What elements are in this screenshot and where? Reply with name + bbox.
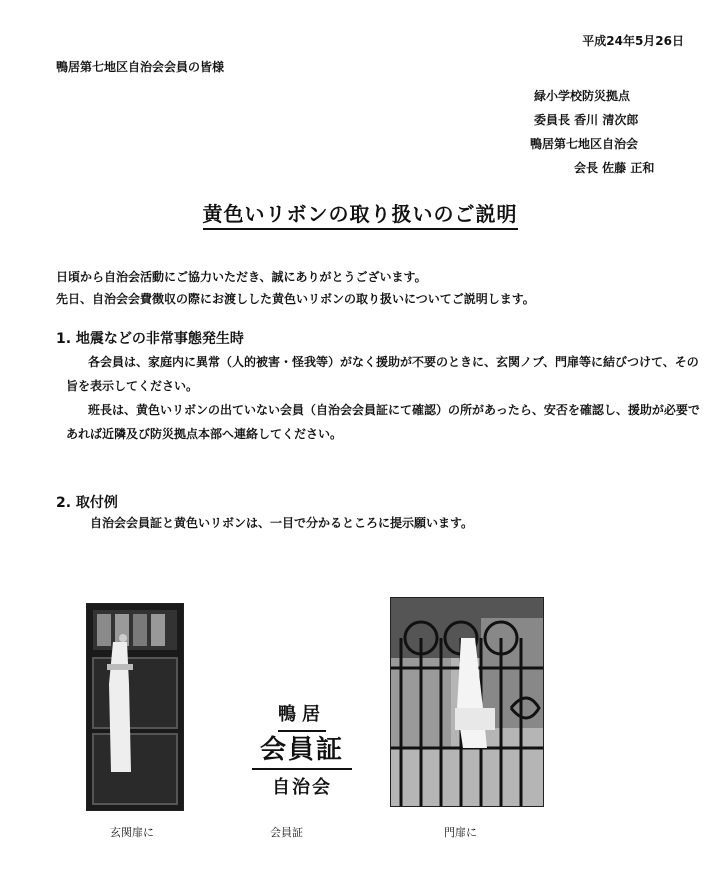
document-title-wrap	[0, 198, 720, 227]
sender-line: 鴨居第七地区自治会	[530, 137, 639, 151]
member-card-main: 会員証	[259, 735, 344, 765]
member-card-top: 鴨居	[278, 700, 326, 732]
sender-line: 委員長 香川 清次郎	[534, 113, 639, 127]
document-date: 平成24年5月26日	[582, 34, 684, 48]
intro-line: 先日、自治会会費徴収の際にお渡しした黄色いリボンの取り扱いについてご説明します。	[56, 292, 535, 306]
intro-line: 日頃から自治会活動にご協力いただき、誠にありがとうございます。	[56, 270, 427, 284]
sender-block	[494, 84, 694, 180]
member-card-bottom: 自治会	[252, 768, 352, 799]
section2-body: 自治会会員証と黄色いリボンは、一目で分かるところに提示願います。	[90, 516, 474, 530]
section1-paragraph: 班長は、黄色いリボンの出ていない会員（自治会会員証にて確認）の所があったら、安否を確認し、援助が必要であれば近隣及び防災拠点本部へ連絡してください。	[66, 403, 700, 441]
document-title: 黄色いリボンの取り扱いのご説明	[203, 202, 518, 230]
sender-line: 会長 佐藤 正和	[574, 161, 655, 175]
member-card	[252, 700, 352, 799]
intro-text	[56, 266, 535, 310]
addressee: 鴨居第七地区自治会会員の皆様	[56, 60, 225, 74]
section1-heading: 1. 地震などの非常事態発生時	[56, 331, 244, 347]
front-door-photo	[86, 603, 184, 811]
caption-gate: 門扉に	[444, 826, 477, 839]
caption-member-card: 会員証	[270, 826, 303, 839]
gate-photo	[390, 597, 544, 807]
sender-line: 緑小学校防災拠点	[534, 89, 631, 103]
section1-paragraph: 各会員は、家庭内に異常（人的被害・怪我等）がなく援助が不要のときに、玄関ノブ、門扉等に結びつけて、その旨を表示してください。	[66, 355, 699, 393]
section1-body	[66, 350, 706, 446]
section2-heading: 2. 取付例	[56, 495, 118, 511]
caption-front-door: 玄関扉に	[110, 826, 154, 839]
